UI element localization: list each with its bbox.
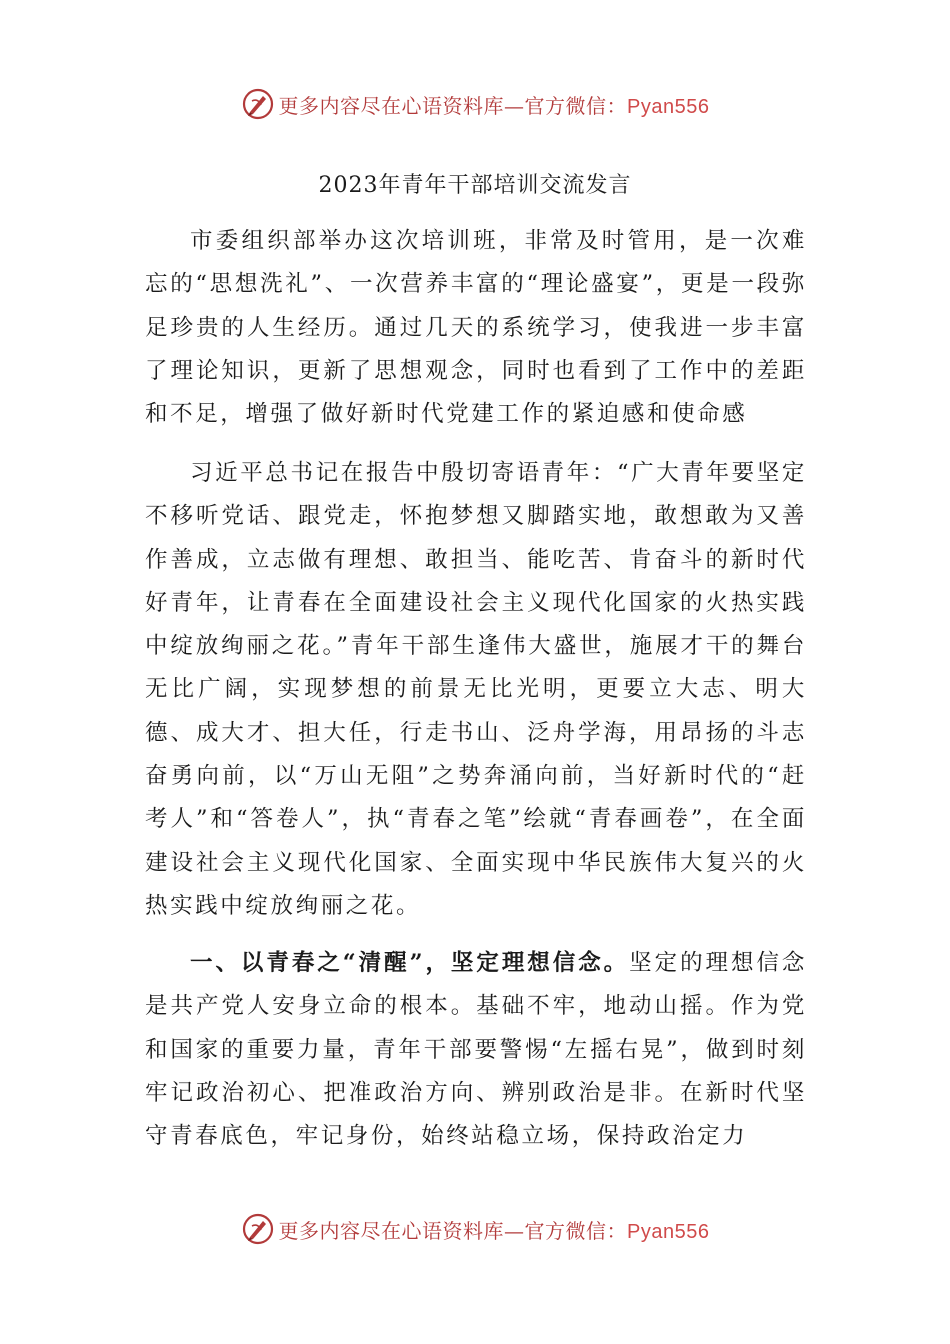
pen-logo-icon xyxy=(241,1212,275,1246)
paragraph-3 xyxy=(145,942,807,1158)
document-title: 2023年青年干部培训交流发言 xyxy=(318,173,632,198)
paragraph-1: 市委组织部举办这次培训班，非常及时管用，是一次难忘的“思想洗礼”、一次营养丰富的“理论盛宴”，更是一段弥足珍贵的人生经历。通过几天的系统学习，使我进一步丰富了理论知识，更新了思想观念，同时也看到了工作中的差距和不足，增强了做好新时代党建工作的紧迫感和使命感 xyxy=(145,228,807,428)
banner-label: 更多内容尽在心语资料库—官方微信： xyxy=(278,1218,628,1243)
header-banner xyxy=(0,82,950,126)
banner-label: 更多内容尽在心语资料库—官方微信： xyxy=(278,93,628,118)
banner-text xyxy=(279,1215,710,1244)
banner-wechat-id: Pyan556 xyxy=(627,1220,710,1243)
banner-wechat-id: Pyan556 xyxy=(627,95,710,118)
pen-logo-icon xyxy=(241,87,275,121)
paragraph-3-body: 坚定的理想信念是共产党人安身立命的根本。基础不牢，地动山摇。作为党和国家的重要力量，青年干部要警惕“左摇右晃”，做到时刻牢记政治初心、把准政治方向、辨别政治是非。在新时代坚守青春底色，牢记身份，始终站稳立场，保持政治定力 xyxy=(145,950,808,1150)
section-heading: 一、以青春之“清醒”，坚定理想信念。 xyxy=(190,950,630,976)
paragraph-2: 习近平总书记在报告中殷切寄语青年：“广大青年要坚定不移听党话、跟党走，怀抱梦想又脚踏实地，敢想敢为又善作善成，立志做有理想、敢担当、能吃苦、肯奋斗的新时代好青年，让青春在全面建设社会主义现代化国家的火热实践中绽放绚丽之花。”青年干部生逢伟大盛世，施展才干的舞台无比广阔，实现梦想的前景无比光明，更要立大志、明大德、成大才、担大任，行走书山、泛舟学海，用昂扬的斗志奋勇向前，以“万山无阻”之势奔涌向前，当好新时代的“赶考人”和“答卷人”，执“青春之笔”绘就“青春画卷”，在全面建设社会主义现代化国家、全面实现中华民族伟大复兴的火热实践中绽放绚丽之花。 xyxy=(145,460,807,919)
footer-banner xyxy=(0,1207,950,1251)
banner-text xyxy=(279,90,710,119)
